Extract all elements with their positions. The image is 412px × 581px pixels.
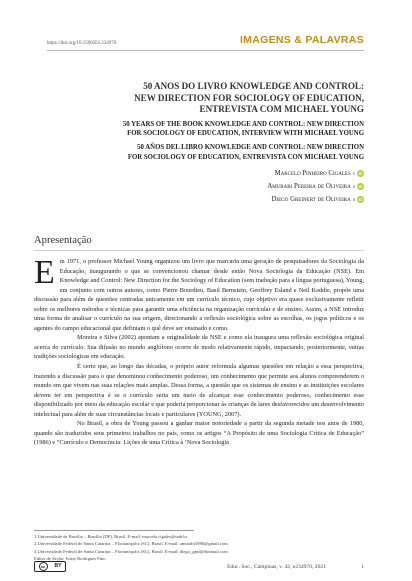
title-es-line-2: FOR SOCIOLOGY OF EDUCATION, ENTREVISTA CON MICHAEL YOUNG: [127, 153, 364, 161]
author-1: [60, 167, 364, 180]
title-spanish: [60, 143, 364, 162]
footnote-3: 3.Universidade Federal de Santa Catarina – Florianópolis (SC), Brasil. E-mail: diego_gmd@hotmail.com: [34, 548, 228, 554]
footnote-2: 2.Universidade Federal de Santa Catarina – Florianópolis (SC), Brasil. E-mail: amurabi1986@gmail.com: [34, 541, 228, 547]
title-en-line-2: FOR SOCIOLOGY OF EDUCATION, INTERVIEW WITH MICHAEL YOUNG: [127, 130, 364, 138]
section-label: IMAGENS & PALAVRAS: [239, 34, 364, 46]
author-3: [60, 193, 364, 206]
title-portuguese: [60, 81, 364, 116]
title-pt-line-2: NEW DIRECTION FOR SOCIOLOGY OF EDUCATION,: [134, 92, 364, 103]
title-pt-line-3: ENTREVISTA COM MICHAEL YOUNG: [199, 104, 364, 115]
cc-by-license-icon[interactable]: [34, 561, 66, 572]
paragraph-1: m 1971, o professor Michael Young organizou um livro que marcaria uma geração de pesquisadores da Sociologia da Educação, inaugurando o que se convencionou chamar desde então Nova Sociologia da Educação (NSE). Em Knowledge and Control: New Direction for the Sociology of Education (sem tradução para a língua portuguesa), Young, em conjunto com outros autores, como Pierre Bourdieu, Basil Bernstein, Geoffrey Esland e Neil Keddie, propõe uma discussão para além de questões centradas unicamente em um currículo técnico, cujo objetivo era quase exclusivamente refletir sobre os melhores métodos e técnicas para garantir uma eficiência na organização curricular e de ensino. Assim, a NSE introduz uma forma de analisar o currículo na sua origem, direcionando a reflexão sociológica sobre as escolhas, os jogos políticos e os agentes do campo educacional que definiam o quê deve ser ensinado e como.: [34, 258, 364, 332]
title-english: [60, 120, 364, 139]
by-label: BY: [54, 563, 62, 569]
section-editor: Editor de Seção: Ivany Rodrigues Pino: [34, 556, 106, 562]
author-name: Marcelo Pinheiro Cigales: [274, 170, 351, 178]
orcid-icon[interactable]: iD: [358, 184, 363, 190]
author-2: [60, 180, 364, 193]
title-pt-line-1: 50 ANOS DO LIVRO KNOWLEDGE AND CONTROL:: [143, 81, 364, 91]
cc-label: cc: [39, 562, 48, 571]
author-name: Diego Greinert de Oliveira: [271, 196, 351, 204]
footnotes: [34, 533, 364, 563]
footnote-divider: [34, 530, 194, 531]
author-affiliation-mark: 3: [352, 197, 355, 203]
orcid-icon[interactable]: iD: [358, 197, 363, 203]
drop-cap: E: [34, 254, 55, 291]
author-name: Amurabi Pereira de Oliveira: [267, 183, 351, 191]
title-block: [60, 81, 364, 206]
title-en-line-1: 50 YEARS OF THE BOOK KNOWLEDGE AND CONTROL: NEW DIRECTION: [122, 120, 364, 128]
footnote-1: 1.Universidade de Brasília – Brasília (DF), Brasil. E-mail: marcelo.cigales@unb.br: [34, 534, 188, 539]
page-number: 1: [361, 564, 364, 570]
doi-link[interactable]: https://doi.org/10.1590/ES.234970: [47, 41, 117, 46]
journal-citation: Educ. Soc., Campinas, v. 42, e234970, 2021: [227, 564, 326, 570]
orcid-icon[interactable]: iD: [358, 171, 363, 177]
author-affiliation-mark: 1: [352, 171, 355, 177]
paragraph-2: Moreira e Silva (2002) apontam a originalidade da NSE e como ela inaugura uma reflexão sociológica original acerca do currículo. Sua difusão no mundo anglófono ocorre de modo relativamente rápido, impactando, posteriormente, outras tradições sociológicas em educação.: [34, 334, 364, 361]
section-heading: Apresentação: [34, 235, 92, 246]
header-divider: [47, 50, 364, 51]
paragraph-4: No Brasil, a obra de Young passou a ganhar maior notoriedade a partir da segunda metade nos anos de 1980, quando são traduzidos seus primeiros trabalhos no país, como os artigos “A Propósito de uma Sociologia Crítica de Educação” (1986) e “Currículo e Democracia: Lições de uma Crítica à ‘Nova Sociologia: [34, 420, 364, 447]
title-es-line-1: 50 AÑOS DEL LIBRO KNOWLEDGE AND CONTROL: NEW DIRECTION: [137, 143, 364, 151]
heading-divider: [34, 250, 364, 251]
article-body: [34, 254, 364, 448]
paragraph-3: É certo que, ao longo das décadas, o próprio autor reformula algumas questões em relação a essa perspectiva, trazendo a discussão para o que denominou conhecimento poderoso, um conhecimento que permite aos alunos compreenderem o mundo em que vivem nas suas relações mais amplas. Dessa forma, a questão que os sistemas de ensino e as instituições escolares devem ter em perspectiva é se o currículo seria um meio de alcançar esse conhecimento poderoso, conhecimento esse disponibilizado por meio da educação escolar e que poderia proporcionar às crianças de lares desfavorecidos um desenvolvimento intelectual para além de suas circunstâncias locais e particulares (YOUNG, 2007).: [34, 363, 364, 418]
author-affiliation-mark: 2: [352, 184, 355, 190]
author-list: [60, 167, 364, 206]
